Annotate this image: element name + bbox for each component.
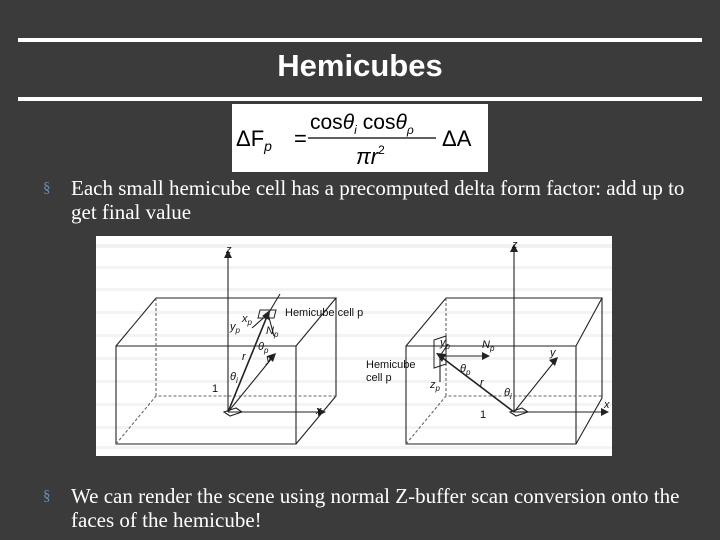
svg-text:z: z bbox=[226, 244, 232, 256]
bullet-marker: § bbox=[43, 180, 51, 196]
svg-text:y: y bbox=[550, 347, 556, 359]
formula-rhs: ΔA bbox=[442, 126, 472, 151]
svg-text:Hemicube cell p: Hemicube cell p bbox=[285, 307, 364, 319]
svg-text:xp: $x_p$ bbox=[242, 313, 252, 327]
svg-text:Np: $N_p$ bbox=[482, 339, 495, 353]
svg-text:1: 1 bbox=[480, 409, 487, 421]
svg-text:Np: $N_p$ bbox=[266, 325, 279, 339]
left-diagram-labels bbox=[212, 244, 363, 417]
title-rule-top bbox=[18, 38, 702, 42]
bullet-text: Each small hemicube cell has a precomputed delta form factor: add up to get final value bbox=[71, 176, 685, 224]
svg-text:θi: $\theta_i$ bbox=[504, 387, 512, 401]
form-factor-formula bbox=[232, 104, 488, 172]
svg-text:yp: $y_p$ bbox=[230, 321, 240, 335]
svg-text:r: r bbox=[242, 351, 246, 363]
svg-text:Hemicube: Hemicube bbox=[366, 359, 416, 371]
left-hemicube-diagram bbox=[116, 254, 336, 444]
svg-text:1: 1 bbox=[212, 383, 219, 395]
formula-equals: = bbox=[294, 126, 307, 151]
svg-text:θi: $\theta_i$ bbox=[230, 371, 238, 385]
svg-text:yp: $y_p$ bbox=[440, 337, 450, 351]
title-rule-bottom bbox=[18, 97, 702, 101]
svg-text:y: y bbox=[266, 353, 272, 365]
svg-text:r: r bbox=[480, 377, 484, 389]
svg-text:x: x bbox=[316, 405, 322, 417]
bullet-marker: § bbox=[43, 488, 51, 504]
hemicube-figure bbox=[96, 236, 612, 456]
svg-text:θp: $\theta_p$ bbox=[258, 341, 269, 355]
svg-text:θp: $\theta_p$ bbox=[460, 363, 471, 377]
svg-text:x: x bbox=[604, 399, 610, 411]
formula-lhs: $\Delta F_p$ bbox=[236, 126, 272, 154]
right-hemicube-diagram bbox=[406, 248, 604, 444]
svg-text:cell p: cell p bbox=[366, 372, 392, 384]
formula-denominator: $\pi r^2$ bbox=[356, 143, 385, 169]
right-diagram-arrowheads bbox=[436, 244, 609, 416]
svg-text:z: z bbox=[512, 239, 518, 251]
bullet-text: We can render the scene using normal Z-buffer scan conversion onto the faces of the hemicube! bbox=[71, 484, 680, 532]
formula-numerator: cosθ$_i$ cosθ$_\rho$ bbox=[310, 111, 414, 137]
svg-text:zp: $z_p$ bbox=[430, 379, 440, 393]
slide-title: Hemicubes bbox=[277, 48, 443, 83]
